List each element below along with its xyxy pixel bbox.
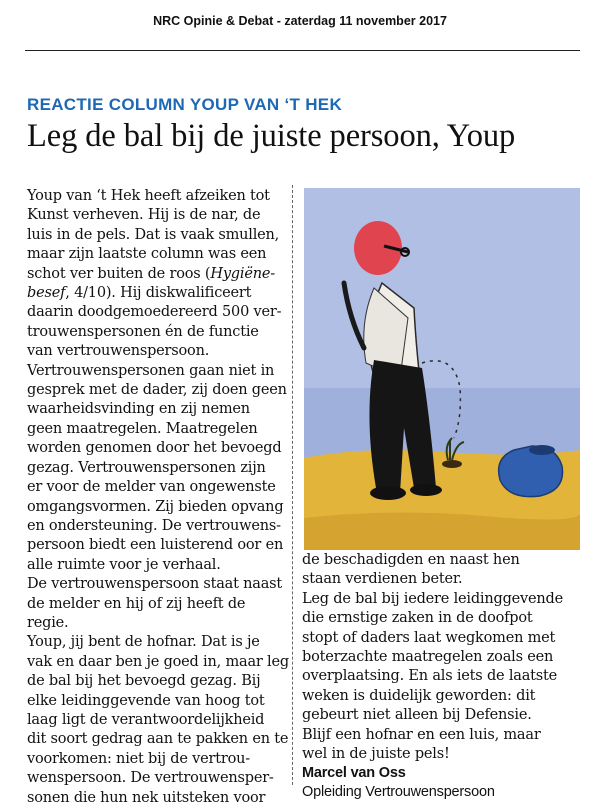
text-line: daarin doodgemoedereerd 500 ver- (27, 304, 282, 321)
text-line: Blijf een hofnar en een luis, maar (302, 726, 541, 743)
text-line: gesprek met de dader, zij doen geen (27, 382, 287, 399)
page-header: NRC Opinie & Debat - zaterdag 11 november 2017 (153, 14, 447, 28)
text-line: laag ligt de verantwoordelijkheid (27, 711, 265, 728)
article-column-2 (302, 551, 582, 802)
text-line: wel in de juiste pels! (302, 746, 450, 763)
text-line: Leg de bal bij iedere leidinggevende (302, 590, 564, 607)
illustration-figure-shoe-2 (410, 484, 442, 496)
text-line: weken is duidelijk geworden: dit (302, 687, 536, 704)
text-line: luis in de pels. Dat is vaak smullen, (27, 226, 280, 243)
article-headline: Leg de bal bij de juiste persoon, Youp (27, 118, 516, 154)
text-line: boterzachte maatregelen zoals een (302, 649, 554, 666)
text-line: de melder en hij of zij heeft de (27, 595, 246, 612)
text-line: trouwenspersonen én de functie (27, 323, 259, 340)
signature-name: Marcel van Oss (302, 765, 406, 782)
text-line: sonen die hun nek uitsteken voor (27, 789, 266, 806)
text-line: en ondersteuning. De vertrouwens- (27, 517, 281, 534)
text-line: alle ruimte voor je verhaal. (27, 556, 221, 573)
article-kicker: REACTIE COLUMN YOUP VAN ‘T HEK (27, 95, 343, 114)
text-line: voorkomen: niet bij de vertrou- (27, 750, 250, 767)
text-line: van vertrouwenspersoon. (27, 343, 210, 360)
illustration-vase-mouth (529, 445, 555, 455)
text-line: Kunst verheven. Hij is de nar, de (27, 207, 261, 224)
illustration-plant-base (442, 460, 462, 468)
text-line: overplaatsing. En als iets de laatste (302, 668, 558, 685)
text-line: regie. (27, 614, 69, 631)
header-rule (25, 50, 580, 51)
text-line: dit soort gedrag aan te pakken en te (27, 731, 289, 748)
text-line: die ernstige zaken in de doofpot (302, 610, 533, 627)
text-line: Youp, jij bent de hofnar. Dat is je (27, 634, 260, 651)
text-line: elke leidinggevende van hoog tot (27, 692, 265, 709)
text-line: er voor de melder van ongewenste (27, 479, 276, 496)
article-illustration (304, 188, 580, 550)
text-line: de bal bij het bevoegd gezag. Bij (27, 673, 261, 690)
text-line: besef, 4/10). Hij diskwalificeert (27, 285, 252, 302)
text-line: persoon biedt een luisterend oor en (27, 537, 284, 554)
text-line: stopt of daders laat wegkomen met (302, 629, 556, 646)
text-line: wenspersoon. De vertrouwensper- (27, 770, 274, 787)
article-column-1 (27, 187, 289, 808)
illustration-vase (499, 446, 563, 497)
text-line: omgangsvormen. Zij bieden opvang (27, 498, 284, 515)
text-line: waarheidsvinding en zij nemen (27, 401, 250, 418)
text-line: geen maatregelen. Maatregelen (27, 420, 258, 437)
text-line: Vertrouwenspersonen gaan niet in (27, 362, 275, 379)
text-line: worden genomen door het bevoegd (27, 440, 282, 457)
signature-role: Opleiding Vertrouwenspersoon (302, 784, 495, 801)
text-line: de beschadigden en naast hen (302, 552, 520, 568)
text-line: schot ver buiten de roos (Hygiëne- (27, 265, 275, 282)
text-line: De vertrouwenspersoon staat naast (27, 576, 283, 593)
text-line: maar zijn laatste column was een (27, 246, 267, 263)
column-divider (292, 185, 293, 785)
illustration-figure-shoe (370, 486, 406, 500)
text-line: vak en daar ben je goed in, maar leg (27, 653, 289, 670)
text-line: Youp van ‘t Hek heeft afzeiken tot (27, 188, 270, 204)
text-line: staan verdienen beter. (302, 571, 463, 588)
text-line: gezag. Vertrouwenspersonen zijn (27, 459, 266, 476)
text-line: gebeurt niet alleen bij Defensie. (302, 707, 532, 724)
